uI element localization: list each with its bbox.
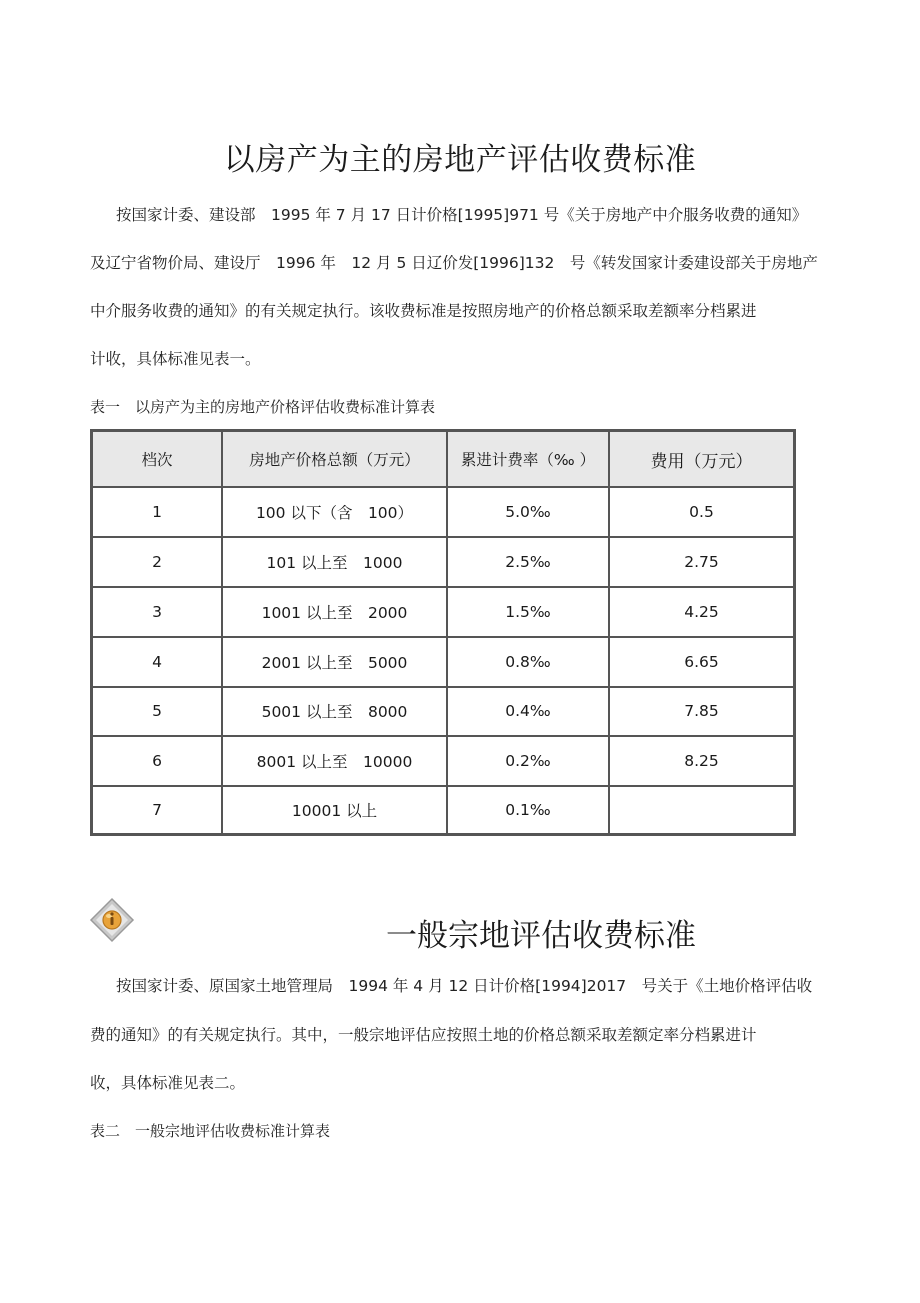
table-row — [93, 688, 793, 738]
cell-tier: 1 — [93, 488, 223, 538]
info-diamond-icon — [88, 896, 138, 944]
cell-price-total: 5001 以上至 8000 — [223, 688, 448, 738]
cell-tier: 5 — [93, 688, 223, 738]
cell-price-total: 100 以下（含 100） — [223, 488, 448, 538]
fee-table-1 — [90, 429, 796, 836]
header-fee: 费用（万元） — [610, 432, 793, 488]
cell-tier: 6 — [93, 737, 223, 787]
cell-rate: 0.1‰ — [448, 787, 610, 833]
table-row — [93, 538, 793, 588]
cell-tier: 2 — [93, 538, 223, 588]
section1-paragraph-line-4: 计收，具体标准见表一。 — [90, 350, 261, 368]
cell-price-total: 10001 以上 — [223, 787, 448, 833]
cell-fee: 4.25 — [610, 588, 793, 638]
table-row — [93, 488, 793, 538]
cell-tier: 3 — [93, 588, 223, 638]
section2-paragraph-line-1: 按国家计委、原国家土地管理局 1994 年 4 月 12 日计价格[1994]2017 号关于《土地价格评估收 — [116, 977, 813, 995]
section1-title: 以房产为主的房地产评估收费标准 — [223, 142, 697, 178]
section1-paragraph-line-2: 及辽宁省物价局、建设厅 1996 年 12 月 5 日辽价发[1996]132 号《转发国家计委建设部关于房地产 — [90, 254, 818, 272]
cell-fee: 2.75 — [610, 538, 793, 588]
table2-caption: 表二 一般宗地评估收费标准计算表 — [90, 1122, 331, 1140]
section2-paragraph-line-3: 收，具体标准见表二。 — [90, 1074, 246, 1092]
cell-fee: 0.5 — [610, 488, 793, 538]
cell-fee: 7.85 — [610, 688, 793, 738]
cell-fee: 6.65 — [610, 638, 793, 688]
table-row — [93, 638, 793, 688]
cell-rate: 0.4‰ — [448, 688, 610, 738]
section1-paragraph-line-1: 按国家计委、建设部 1995 年 7 月 17 日计价格[1995]971 号《关于房地产中介服务收费的通知》 — [116, 206, 808, 224]
cell-rate: 0.2‰ — [448, 737, 610, 787]
table-row — [93, 588, 793, 638]
cell-price-total: 8001 以上至 10000 — [223, 737, 448, 787]
section2-paragraph-line-2: 费的通知》的有关规定执行。其中，一般宗地评估应按照土地的价格总额采取差额定率分档累进计 — [90, 1026, 757, 1044]
cell-rate: 5.0‰ — [448, 488, 610, 538]
cell-fee: 8.25 — [610, 737, 793, 787]
table-row — [93, 737, 793, 787]
cell-rate: 1.5‰ — [448, 588, 610, 638]
cell-fee — [610, 787, 793, 833]
cell-tier: 7 — [93, 787, 223, 833]
cell-price-total: 2001 以上至 5000 — [223, 638, 448, 688]
cell-tier: 4 — [93, 638, 223, 688]
cell-price-total: 1001 以上至 2000 — [223, 588, 448, 638]
table-header-row — [93, 432, 793, 488]
cell-price-total: 101 以上至 1000 — [223, 538, 448, 588]
section2-title: 一般宗地评估收费标准 — [386, 918, 696, 954]
section1-paragraph-line-3: 中介服务收费的通知》的有关规定执行。该收费标准是按照房地产的价格总额采取差额率分档累进 — [90, 302, 757, 320]
cell-rate: 2.5‰ — [448, 538, 610, 588]
header-price-total: 房地产价格总额（万元） — [223, 432, 448, 488]
cell-rate: 0.8‰ — [448, 638, 610, 688]
table-row — [93, 787, 793, 833]
table1-caption: 表一 以房产为主的房地产价格评估收费标准计算表 — [90, 398, 436, 416]
header-rate: 累进计费率（‰ ） — [448, 432, 610, 488]
header-tier: 档次 — [93, 432, 223, 488]
